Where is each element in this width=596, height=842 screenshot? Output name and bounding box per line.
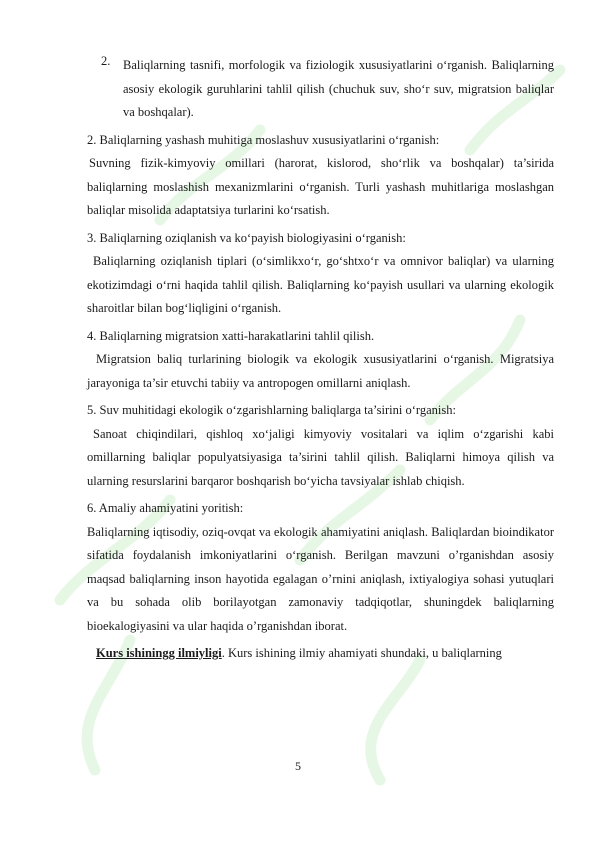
list-item-text: Baliqlarning tasnifi, morfologik va fiziologik xususiyatlarini o‘rganish. Baliqlarning asosiy ekologik guruhlarini tahlil qilish (chuchuk suv, sho‘r suv, migratsion baliqlar va boshqalar).	[123, 58, 554, 119]
closing-paragraph	[87, 642, 554, 666]
section-heading-2: 2. Baliqlarning yashash muhitiga moslashuv xususiyatlarini o‘rganish:	[87, 132, 440, 147]
section-heading-6: 6. Amaliy ahamiyatini yoritish:	[87, 501, 244, 515]
document-page	[87, 54, 554, 666]
section-heading-4: 4. Baliqlarning migratsion xatti-harakatlarini tahlil qilish.	[87, 328, 375, 343]
list-item-number: 2.	[101, 54, 111, 68]
section-body-4: Migratsion baliq turlarining biologik va ekologik xususiyatlarini o‘rganish. Migratsiya jarayoniga ta’sir etuvchi tabiiy va antropogen omillarni aniqlash.	[87, 352, 554, 390]
closing-bold-title: Kurs ishiningg ilmiyligi	[96, 646, 222, 660]
section-heading-5: 5. Suv muhitidagi ekologik o‘zgarishlarning baliqlarga ta’sirini o‘rganish:	[87, 403, 456, 417]
closing-text: . Kurs ishining ilmiy ahamiyati shundaki, u baliqlarning	[221, 646, 502, 660]
section-body-6: Baliqlarning iqtisodiy, oziq-ovqat va ekologik ahamiyatini aniqlash. Baliqlardan bioindikator sifatida foydalanish imkoniyatlarini o‘rganish. Berilgan mavzuni o’rganishdan asosiy maqsad baliqlarning inson hayotida egalagan o’rnini aniqlash, ixtiyalogiya sohasi yutuqlari va bu sohada olib borilayotgan zamonaviy tadqiqotlar, shuningdek baliqlarning bioekalogiyasini va ular haqida o’rganishdan iborat.	[87, 524, 554, 633]
section-body-2: Suvning fizik-kimyoviy omillari (harorat, kislorod, sho‘rlik va boshqalar) ta’sirida baliqlarning moslashish mexanizmlarini o‘rganish. Turli yashash muhitlariga moslashgan baliqlar misolida adaptatsiya turlarini ko‘rsatish.	[87, 156, 554, 217]
section-body-3: Baliqlarning oziqlanish tiplari (o‘simlikxo‘r, go‘shtxo‘r va omnivor baliqlar) va ularning ekotizimdagi o‘rni haqida tahlil qilish. Baliqlarning ko‘payish usullari va ularning ekologik sharoitlar bilan bog‘liqligini o‘rganish.	[87, 254, 554, 315]
section-body-5: Sanoat chiqindilari, qishloq xo‘jaligi kimyoviy vositalari va iqlim o‘zgarishi kabi omillarning baliqlar populyatsiyasiga ta’sirini tahlil qilish. Baliqlarni himoya qilish va ularning resurslarini barqaror boshqarish bo‘yicha tavsiyalar ishlab chiqish.	[87, 426, 554, 488]
list-item	[101, 54, 554, 125]
section-heading-3: 3. Baliqlarning oziqlanish va ko‘payish biologiyasini o‘rganish:	[87, 230, 406, 245]
page-number: 5	[295, 759, 301, 773]
